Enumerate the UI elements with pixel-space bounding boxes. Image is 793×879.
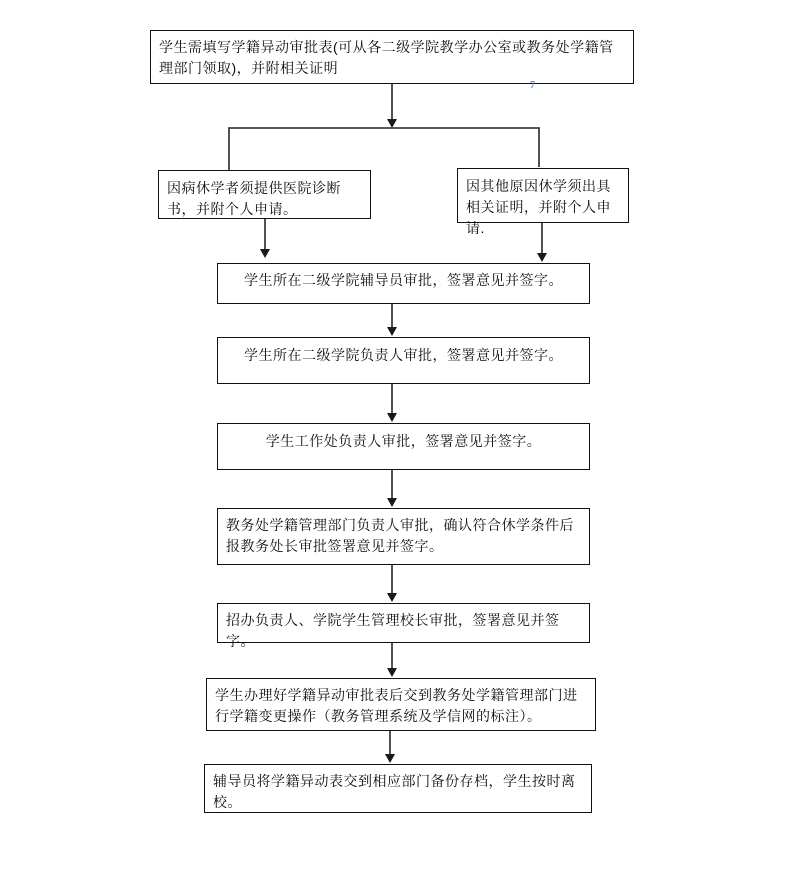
box-other-reason-requirement: 因其他原因休学须出具相关证明，并附个人申请.: [457, 168, 629, 223]
box-registrar-approval: 教务处学籍管理部门负责人审批，确认符合休学条件后报教务处长审批签署意见并签字。: [217, 508, 590, 565]
arrow-down-icon: [387, 643, 397, 677]
box-status-change-operation: 学生办理好学籍异动审批表后交到教务处学籍管理部门进行学籍变更操作（教务管理系统及学信网的标注）。: [206, 678, 596, 731]
branch-split-line: [229, 128, 539, 170]
arrow-down-icon: [387, 384, 397, 422]
box-archive-and-leave: 辅导员将学籍异动表交到相应部门备份存档，学生按时离校。: [204, 764, 592, 813]
stray-mark-text: 7: [530, 80, 535, 91]
box-counselor-approval: 学生所在二级学院辅导员审批，签署意见并签字。: [217, 263, 590, 304]
box-sick-leave-requirement: 因病休学者须提供医院诊断书，并附个人申请。: [158, 170, 371, 219]
arrow-down-icon: [387, 84, 397, 128]
box-fill-application-form: 学生需填写学籍异动审批表(可从各二级学院教学办公室或教务处学籍管理部门领取)，并附相关证明: [150, 30, 634, 84]
box-college-head-approval: 学生所在二级学院负责人审批，签署意见并签字。: [217, 337, 590, 384]
arrow-down-icon: [260, 219, 270, 258]
arrow-down-icon: [387, 304, 397, 336]
box-student-affairs-approval: 学生工作处负责人审批，签署意见并签字。: [217, 423, 590, 470]
arrow-down-icon: [385, 731, 395, 763]
arrow-down-icon: [387, 470, 397, 507]
arrow-down-icon: [387, 565, 397, 602]
box-admissions-approval: 招办负责人、学院学生管理校长审批，签署意见并签字。: [217, 603, 590, 643]
arrow-down-icon: [537, 223, 547, 262]
